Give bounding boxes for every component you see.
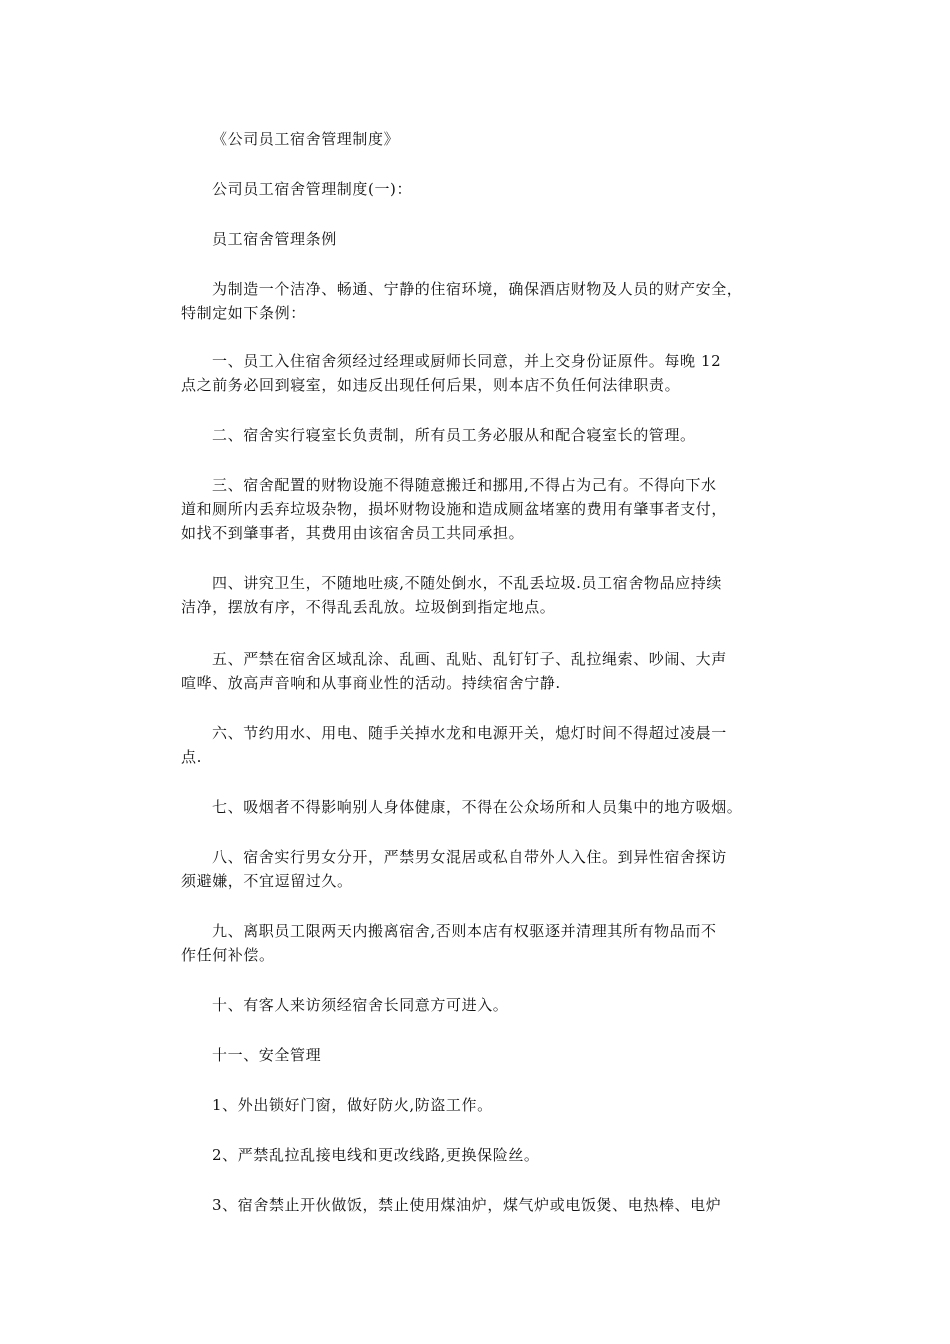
rule-5 xyxy=(181,647,781,695)
rule-1 xyxy=(181,349,781,397)
paragraph-line: 洁净，摆放有序，不得乱丢乱放。垃圾倒到指定地点。 xyxy=(181,598,556,616)
paragraph-line: 喧哗、放高声音响和从事商业性的活动。持续宿舍宁静. xyxy=(181,674,561,692)
paragraph-line: 三、宿舍配置的财物设施不得随意搬迁和挪用,不得占为己有。不得向下水 xyxy=(212,476,717,494)
paragraph-line: 一、员工入住宿舍须经过经理或厨师长同意，并上交身份证原件。每晚 12 xyxy=(212,352,722,370)
rule-3 xyxy=(181,473,781,545)
paragraph-line: 四、讲究卫生，不随地吐痰,不随处倒水，不乱丢垃圾.员工宿舍物品应持续 xyxy=(212,574,722,592)
rule-7 xyxy=(181,795,781,819)
section-heading xyxy=(181,227,781,251)
safety-item-3 xyxy=(181,1193,781,1217)
paragraph-line: 1、外出锁好门窗，做好防火,防盗工作。 xyxy=(212,1096,493,1114)
safety-item-2 xyxy=(181,1143,781,1167)
paragraph-line: 2、严禁乱拉乱接电线和更改线路,更换保险丝。 xyxy=(212,1146,540,1164)
intro-paragraph xyxy=(181,277,781,325)
paragraph-line: 十、有客人来访须经宿舍长同意方可进入。 xyxy=(212,996,509,1014)
heading-line: 员工宿舍管理条例 xyxy=(212,230,337,248)
rule-9 xyxy=(181,919,781,967)
paragraph-line: 作任何补偿。 xyxy=(181,946,275,964)
rule-10 xyxy=(181,993,781,1017)
document-title xyxy=(181,127,781,151)
subtitle-line: 公司员工宿舍管理制度(一)： xyxy=(212,180,413,198)
paragraph-line: 点. xyxy=(181,748,202,766)
paragraph-line: 七、吸烟者不得影响别人身体健康，不得在公众场所和人员集中的地方吸烟。 xyxy=(212,798,743,816)
rule-4 xyxy=(181,571,781,619)
document-subtitle xyxy=(181,177,781,201)
paragraph-line: 道和厕所内丢弃垃圾杂物，损坏财物设施和造成厕盆堵塞的费用有肇事者支付， xyxy=(181,500,728,518)
paragraph-line: 八、宿舍实行男女分开，严禁男女混居或私自带外人入住。到异性宿舍探访 xyxy=(212,848,727,866)
paragraph-line: 九、离职员工限两天内搬离宿舍,否则本店有权驱逐并清理其所有物品而不 xyxy=(212,922,717,940)
paragraph-line: 须避嫌，不宜逗留过久。 xyxy=(181,872,353,890)
title-line: 《公司员工宿舍管理制度》 xyxy=(212,130,400,148)
rule-6 xyxy=(181,721,781,769)
paragraph-line: 十一、安全管理 xyxy=(212,1046,322,1064)
paragraph-line: 点之前务必回到寝室，如违反出现任何后果，则本店不负任何法律职责。 xyxy=(181,376,681,394)
paragraph-line: 3、宿舍禁止开伙做饭，禁止使用煤油炉，煤气炉或电饭煲、电热棒、电炉 xyxy=(212,1196,722,1214)
paragraph-line: 六、节约用水、用电、随手关掉水龙和电源开关，熄灯时间不得超过凌晨一 xyxy=(212,724,727,742)
paragraph-line: 特制定如下条例： xyxy=(181,304,306,322)
paragraph-line: 二、宿舍实行寝室长负责制，所有员工务必服从和配合寝室长的管理。 xyxy=(212,426,696,444)
paragraph-line: 五、严禁在宿舍区域乱涂、乱画、乱贴、乱钉钉子、乱拉绳索、吵闹、大声 xyxy=(212,650,727,668)
rule-2 xyxy=(181,423,781,447)
paragraph-line: 如找不到肇事者，其费用由该宿舍员工共同承担。 xyxy=(181,524,525,542)
rule-11-heading xyxy=(181,1043,781,1067)
rule-8 xyxy=(181,845,781,893)
safety-item-1 xyxy=(181,1093,781,1117)
paragraph-line: 为制造一个洁净、畅通、宁静的住宿环境，确保酒店财物及人员的财产安全， xyxy=(212,280,743,298)
